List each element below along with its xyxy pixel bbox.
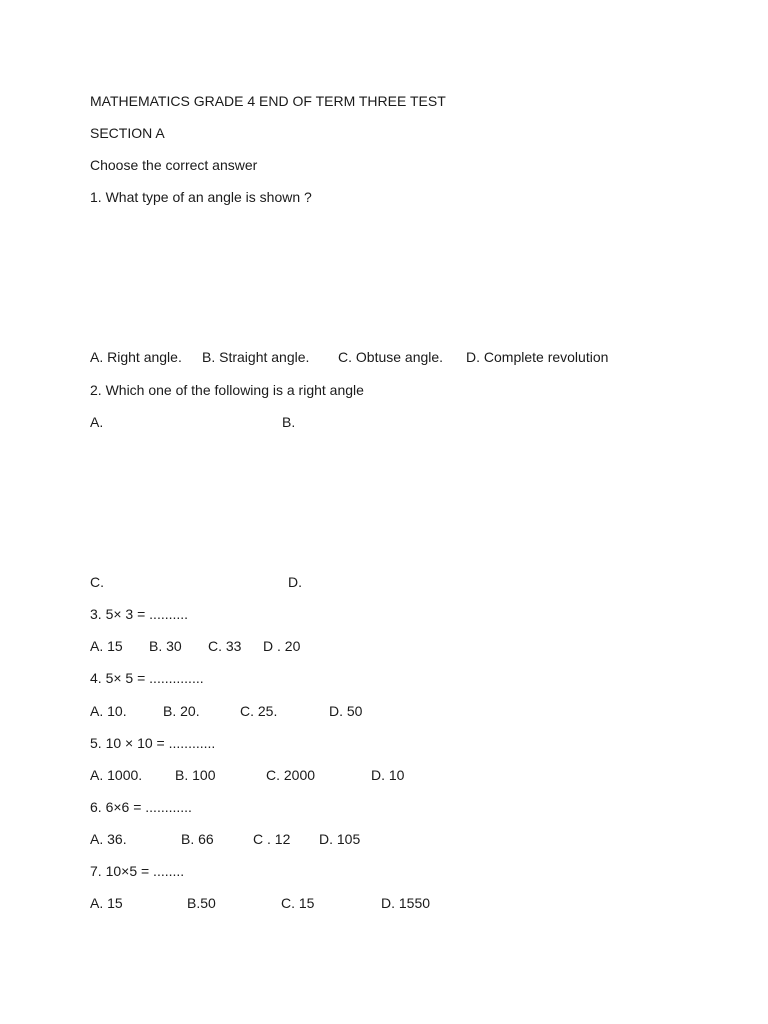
question-3-option-c: C. 33 [208, 638, 242, 654]
question-2-text: 2. Which one of the following is a right angle [90, 382, 364, 398]
question-4-option-d: D. 50 [329, 703, 363, 719]
question-3-option-b: B. 30 [149, 638, 182, 654]
question-6-option-c: C . 12 [253, 831, 291, 847]
question-5-text: 5. 10 × 10 = ............ [90, 735, 216, 751]
question-2-option-d: D. [288, 574, 302, 590]
question-3-option-d: D . 20 [263, 638, 301, 654]
question-1-option-a: A. Right angle. [90, 349, 182, 365]
question-2-option-b: B. [282, 414, 296, 430]
question-2-option-c: C. [90, 574, 104, 590]
question-2-option-a: A. [90, 414, 104, 430]
section-heading: SECTION A [90, 125, 165, 141]
question-3-text: 3. 5× 3 = .......... [90, 606, 189, 622]
question-7-option-b: B.50 [187, 895, 216, 911]
question-5-option-a: A. 1000. [90, 767, 143, 783]
instruction-text: Choose the correct answer [90, 157, 258, 173]
question-5-option-b: B. 100 [175, 767, 216, 783]
question-1-option-b: B. Straight angle. [202, 349, 310, 365]
question-6-option-b: B. 66 [181, 831, 214, 847]
question-5-option-c: C. 2000 [266, 767, 316, 783]
question-7-option-d: D. 1550 [381, 895, 431, 911]
question-6-text: 6. 6×6 = ............ [90, 799, 192, 815]
question-1-option-c: C. Obtuse angle. [338, 349, 444, 365]
question-1-figure-area [90, 215, 690, 340]
question-3-option-a: A. 15 [90, 638, 123, 654]
question-6-option-d: D. 105 [319, 831, 361, 847]
question-7-option-a: A. 15 [90, 895, 123, 911]
question-4-text: 4. 5× 5 = .............. [90, 670, 204, 686]
question-7-text: 7. 10×5 = ........ [90, 863, 185, 879]
question-4-option-b: B. 20. [163, 703, 200, 719]
question-6-option-a: A. 36. [90, 831, 127, 847]
question-4-option-c: C. 25. [240, 703, 278, 719]
question-1-option-d: D. Complete revolution [466, 349, 609, 365]
question-7-option-c: C. 15 [281, 895, 315, 911]
question-4-option-a: A. 10. [90, 703, 127, 719]
question-1-text: 1. What type of an angle is shown ? [90, 189, 312, 205]
question-2-figure-area [90, 440, 690, 565]
document-title: MATHEMATICS GRADE 4 END OF TERM THREE TEST [90, 93, 446, 109]
question-5-option-d: D. 10 [371, 767, 405, 783]
